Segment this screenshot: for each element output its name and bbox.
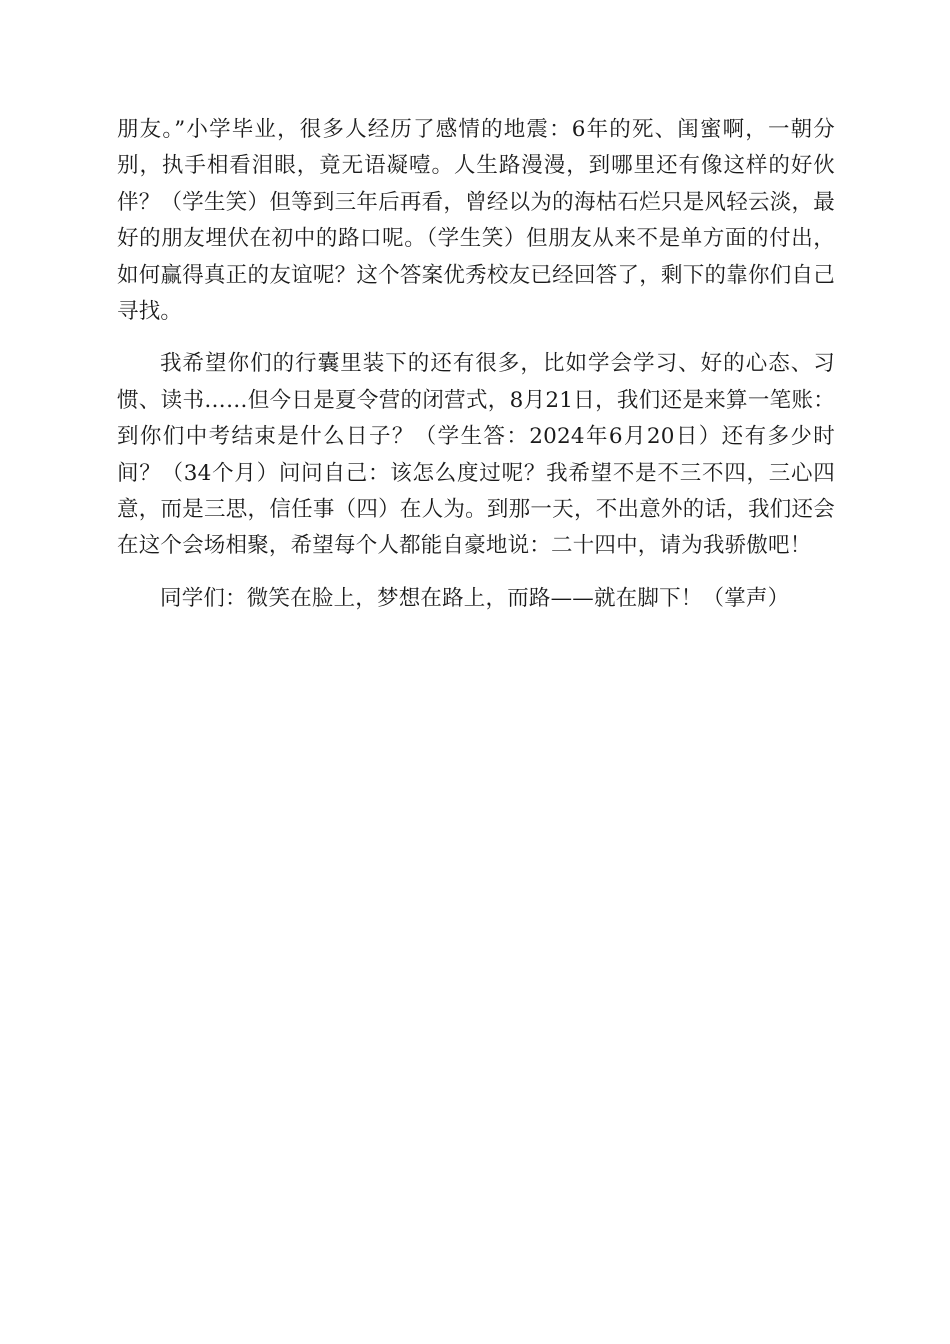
paragraph-friendship: 朋友。”小学毕业，很多人经历了感情的地震：6年的死、闺蜜啊，一朝分别，执手相看泪眼，竟无语凝噎。人生路漫漫，到哪里还有像这样的好伙伴？（学生笑）但等到三年后再看，曾经以为的海枯石烂只是风轻云淡，最好的朋友埋伏在初中的路口呢。（学生笑）但朋友从来不是单方面的付出，如何赢得真正的友谊呢？这个答案优秀校友已经回答了，剩下的靠你们自己寻找。: [117, 117, 835, 325]
paragraph-closing: 同学们：微笑在脸上，梦想在路上，而路——就在脚下！（掌声）: [160, 585, 790, 611]
document-body: [117, 112, 835, 617]
paragraph-hopes: 我希望你们的行囊里装下的还有很多，比如学会学习、好的心态、习惯、读书……但今日是夏令营的闭营式，8月21日，我们还是来算一笔账：到你们中考结束是什么日子？（学生答：2024年6月20日）还有多少时间？（34个月）问问自己：该怎么度过呢？我希望不是不三不四，三心四意，而是三思，信任事（四）在人为。到那一天，不出意外的话，我们还会在这个会场相聚，希望每个人都能自豪地说：二十四中，请为我骄傲吧！: [117, 351, 835, 559]
